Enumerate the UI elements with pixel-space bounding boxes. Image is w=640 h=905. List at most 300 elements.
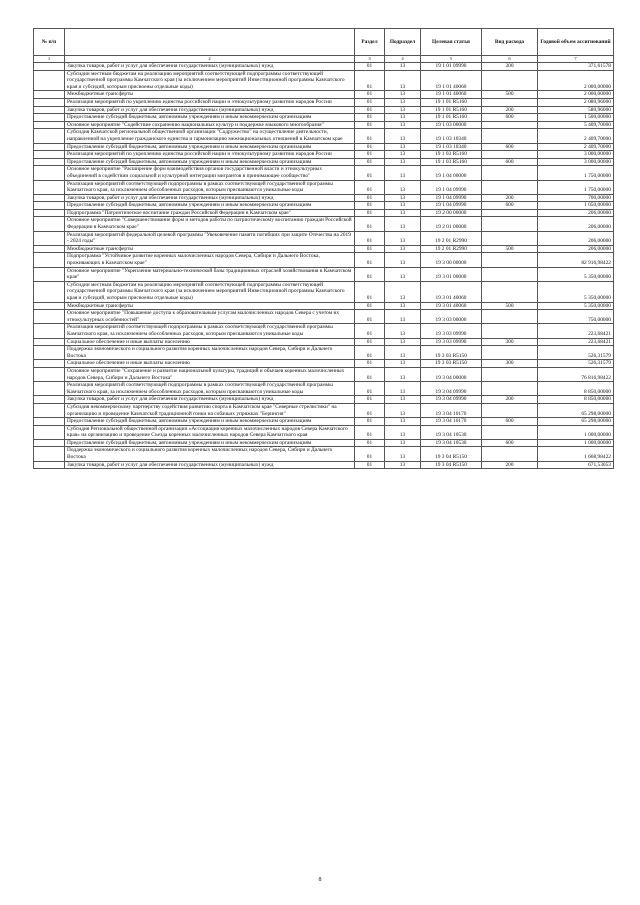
row-name-cell: Межбюджетные трансферты (65, 91, 355, 99)
table-row (34, 217, 614, 231)
row-section-cell: 01 (355, 217, 385, 231)
row-target-item-cell: 19 3 03 R5150 (421, 360, 482, 368)
column-index: 7 (538, 56, 614, 63)
row-number-cell (34, 194, 65, 202)
row-section-cell: 01 (355, 121, 385, 129)
row-amount-cell: 580,96000 (538, 106, 614, 114)
row-subsection-cell: 13 (385, 324, 421, 338)
row-amount-cell: 371,61578 (538, 63, 614, 71)
row-expense-type-cell: 500 (482, 91, 538, 99)
col-header-section: Раздел (355, 29, 385, 56)
table-row (34, 245, 614, 253)
row-amount-cell: 750,00000 (538, 310, 614, 324)
row-target-item-cell: 19 2 01 R2990 (421, 231, 482, 245)
row-target-item-cell: 19 3 00 00000 (421, 253, 482, 267)
row-section-cell: 01 (355, 70, 385, 91)
row-section-cell: 01 (355, 425, 385, 439)
table-row (34, 91, 614, 99)
table-row (34, 231, 614, 245)
row-subsection-cell: 13 (385, 338, 421, 346)
table-row (34, 425, 614, 439)
table-body (34, 63, 614, 469)
row-name-cell: Основное мероприятие "Укрепление материально-технической базы традиционных отраслей хозяйствования в Камчатском крае" (65, 267, 355, 281)
row-section-cell: 01 (355, 360, 385, 368)
row-target-item-cell: 19 2 01 00000 (421, 217, 482, 231)
row-amount-cell: 1 000,00000 (538, 439, 614, 447)
row-name-cell: Подпрограмма "Устойчивое развитие коренных малочисленных народов Севера, Сибири и Дальнего Востока, проживающих в Камчатском крае" (65, 253, 355, 267)
row-subsection-cell: 13 (385, 346, 421, 360)
row-target-item-cell: 19 3 03 00000 (421, 310, 482, 324)
row-name-cell: Субсидии местным бюджетам на реализацию мероприятий соответствующей подпрограммы соответствующей государственной программы Камчатского края (за исключением мероприятий Инвестиционной программы Камчатского края и субсидий, которым присвоены отдельные коды) (65, 281, 355, 302)
row-number-cell (34, 382, 65, 396)
row-subsection-cell: 13 (385, 151, 421, 159)
row-section-cell: 01 (355, 158, 385, 166)
row-expense-type-cell: 600 (482, 418, 538, 426)
col-header-subsection: Подраздел (385, 29, 421, 56)
row-number-cell (34, 63, 65, 71)
table-row (34, 346, 614, 360)
row-target-item-cell: 19 2 00 00000 (421, 209, 482, 217)
row-name-cell: Закупка товаров, работ и услуг для обеспечения государственных (муниципальных) нужд (65, 194, 355, 202)
row-subsection-cell: 13 (385, 425, 421, 439)
row-section-cell: 01 (355, 91, 385, 99)
row-subsection-cell: 13 (385, 382, 421, 396)
row-section-cell: 01 (355, 63, 385, 71)
row-number-cell (34, 461, 65, 469)
row-name-cell: Субсидия некоммерческому партнерству содействия развитию спорта в Камчатском крае "Северные стрелистики" на организацию и проведение Камчатской традиционной гонки на собачьих упряжках "Берингия" (65, 403, 355, 417)
row-target-item-cell: 19 3 04 10170 (421, 418, 482, 426)
row-name-cell: Основное мероприятие "Содействие сохранению национальных культур и поддержке языкового многообразия" (65, 121, 355, 129)
row-number-cell (34, 403, 65, 417)
row-expense-type-cell (482, 253, 538, 267)
row-expense-type-cell: 600 (482, 158, 538, 166)
row-section-cell: 01 (355, 98, 385, 106)
row-target-item-cell: 19 1 03 00000 (421, 121, 482, 129)
row-amount-cell: 65 298,00000 (538, 418, 614, 426)
row-section-cell: 01 (355, 231, 385, 245)
table-row (34, 143, 614, 151)
row-section-cell: 01 (355, 310, 385, 324)
row-amount-cell: 5 409,70000 (538, 121, 614, 129)
row-target-item-cell: 19 1 03 R5160 (421, 158, 482, 166)
row-amount-cell: 671,53053 (538, 461, 614, 469)
row-number-cell (34, 151, 65, 159)
budget-table-page (33, 28, 613, 469)
row-amount-cell: 223,68421 (538, 324, 614, 338)
col-header-annual-volume: Годовой объем ассигнований (538, 29, 614, 56)
row-subsection-cell: 13 (385, 461, 421, 469)
row-section-cell: 01 (355, 202, 385, 210)
row-name-cell: Реализация мероприятий по укреплению единства российской нации и этнокультурному развитию народов России (65, 151, 355, 159)
row-name-cell: Реализация мероприятий по укреплению единства российской нации и этнокультурному развитию народов России (65, 98, 355, 106)
row-expense-type-cell (482, 367, 538, 381)
row-subsection-cell: 13 (385, 245, 421, 253)
row-amount-cell: 1 000,00000 (538, 425, 614, 439)
row-name-cell: Предоставление субсидий бюджетным, автономным учреждениям и иным некоммерческим организациям (65, 143, 355, 151)
row-subsection-cell: 13 (385, 310, 421, 324)
row-expense-type-cell (482, 346, 538, 360)
column-index: 4 (385, 56, 421, 63)
row-amount-cell: 1 050,00000 (538, 202, 614, 210)
row-expense-type-cell (482, 209, 538, 217)
table-row (34, 70, 614, 91)
row-section-cell: 01 (355, 439, 385, 447)
row-amount-cell: 2 000,00000 (538, 70, 614, 91)
row-target-item-cell: 19 3 04 R5150 (421, 461, 482, 469)
row-target-item-cell: 19 1 01 R5160 (421, 106, 482, 114)
row-subsection-cell: 13 (385, 209, 421, 217)
row-amount-cell: 1 750,00000 (538, 166, 614, 180)
row-number-cell (34, 267, 65, 281)
row-name-cell: Предоставление субсидий бюджетным, автономным учреждениям и иным некоммерческим организациям (65, 158, 355, 166)
row-amount-cell: 82 916,98422 (538, 253, 614, 267)
table-row (34, 418, 614, 426)
row-target-item-cell: 19 3 04 10170 (421, 403, 482, 417)
row-number-cell (34, 209, 65, 217)
row-number-cell (34, 114, 65, 122)
row-subsection-cell: 13 (385, 302, 421, 310)
row-amount-cell: 5 350,00000 (538, 302, 614, 310)
row-amount-cell: 76 816,98422 (538, 367, 614, 381)
table-row (34, 98, 614, 106)
row-subsection-cell: 13 (385, 98, 421, 106)
row-expense-type-cell (482, 129, 538, 143)
row-amount-cell: 2 409,70000 (538, 143, 614, 151)
row-subsection-cell: 13 (385, 360, 421, 368)
row-subsection-cell: 13 (385, 367, 421, 381)
table-row (34, 129, 614, 143)
row-name-cell: Основное мероприятие "Повышение доступа к образовательным услугам малочисленных народов Севера с учетом их этнокультурных особенностей" (65, 310, 355, 324)
row-subsection-cell: 13 (385, 403, 421, 417)
table-row (34, 403, 614, 417)
row-subsection-cell: 13 (385, 106, 421, 114)
row-expense-type-cell (482, 281, 538, 302)
table-row (34, 367, 614, 381)
row-expense-type-cell (482, 231, 538, 245)
row-section-cell: 01 (355, 166, 385, 180)
row-expense-type-cell (482, 447, 538, 461)
row-number-cell (34, 310, 65, 324)
row-amount-cell: 206,00000 (538, 245, 614, 253)
page-number: 8 (318, 877, 322, 883)
row-name-cell: Межбюджетные трансферты (65, 245, 355, 253)
row-name-cell: Основное мероприятие "Сохранение и развитие национальной культуры, традиций и обычаев коренных малочисленных народов Севера, Сибири и Дальнего Востока" (65, 367, 355, 381)
row-section-cell: 01 (355, 281, 385, 302)
row-expense-type-cell (482, 217, 538, 231)
row-name-cell: Предоставление субсидий бюджетным, автономным учреждениям и иным некоммерческим организациям (65, 418, 355, 426)
table-row (34, 63, 614, 71)
row-expense-type-cell (482, 403, 538, 417)
row-expense-type-cell (482, 98, 538, 106)
row-amount-cell: 700,00000 (538, 194, 614, 202)
table-row (34, 302, 614, 310)
row-target-item-cell: 19 3 01 40060 (421, 302, 482, 310)
row-name-cell: Предоставление субсидий бюджетным, автономным учреждениям и иным некоммерческим организациям (65, 114, 355, 122)
row-target-item-cell: 19 3 04 10530 (421, 439, 482, 447)
row-section-cell: 01 (355, 114, 385, 122)
row-name-cell: Реализация мероприятий соответствующей подпрограммы в рамках соответствующей государственной программы Камчатского края, за исключением обособленных расходов, которым присваиваются уникальные коды (65, 324, 355, 338)
row-number-cell (34, 106, 65, 114)
row-subsection-cell: 13 (385, 439, 421, 447)
row-number-cell (34, 245, 65, 253)
row-subsection-cell: 13 (385, 129, 421, 143)
column-index: 1 (34, 56, 65, 63)
row-amount-cell: 2 000,00000 (538, 91, 614, 99)
row-expense-type-cell: 300 (482, 338, 538, 346)
row-target-item-cell: 19 1 01 R5160 (421, 98, 482, 106)
row-subsection-cell: 13 (385, 143, 421, 151)
row-number-cell (34, 158, 65, 166)
row-expense-type-cell: 200 (482, 396, 538, 404)
row-expense-type-cell (482, 267, 538, 281)
table-row (34, 121, 614, 129)
row-target-item-cell: 19 1 04 00000 (421, 166, 482, 180)
row-amount-cell: 526,31579 (538, 360, 614, 368)
row-expense-type-cell (482, 324, 538, 338)
column-index-row (34, 56, 614, 63)
row-subsection-cell: 13 (385, 114, 421, 122)
row-section-cell: 01 (355, 367, 385, 381)
row-number-cell (34, 425, 65, 439)
row-name-cell: Закупка товаров, работ и услуг для обеспечения государственных (муниципальных) нужд (65, 396, 355, 404)
row-expense-type-cell (482, 121, 538, 129)
row-name-cell: Поддержка экономического и социального развития коренных малочисленных народов Севера, Сибири и Дальнего Востока (65, 346, 355, 360)
row-section-cell: 01 (355, 418, 385, 426)
row-amount-cell: 1 668,98422 (538, 447, 614, 461)
row-target-item-cell: 19 1 04 09990 (421, 194, 482, 202)
table-row (34, 151, 614, 159)
row-subsection-cell: 13 (385, 121, 421, 129)
row-subsection-cell: 13 (385, 396, 421, 404)
row-section-cell: 01 (355, 245, 385, 253)
row-target-item-cell: 19 3 04 09990 (421, 396, 482, 404)
row-subsection-cell: 13 (385, 267, 421, 281)
row-number-cell (34, 180, 65, 194)
row-subsection-cell: 13 (385, 447, 421, 461)
row-section-cell: 01 (355, 253, 385, 267)
table-row (34, 447, 614, 461)
row-name-cell: Социальное обеспечение и иные выплаты населению (65, 338, 355, 346)
row-target-item-cell: 19 3 01 00000 (421, 267, 482, 281)
row-target-item-cell: 19 1 01 40060 (421, 70, 482, 91)
row-section-cell: 01 (355, 129, 385, 143)
row-number-cell (34, 217, 65, 231)
row-amount-cell: 1 500,00000 (538, 114, 614, 122)
row-subsection-cell: 13 (385, 231, 421, 245)
row-target-item-cell: 19 1 03 R5160 (421, 151, 482, 159)
row-amount-cell: 5 350,00000 (538, 267, 614, 281)
row-expense-type-cell (482, 310, 538, 324)
row-target-item-cell: 19 3 04 00000 (421, 367, 482, 381)
row-subsection-cell: 13 (385, 180, 421, 194)
row-amount-cell: 206,00000 (538, 231, 614, 245)
table-row (34, 310, 614, 324)
row-section-cell: 01 (355, 209, 385, 217)
table-row (34, 180, 614, 194)
row-expense-type-cell (482, 151, 538, 159)
table-row (34, 194, 614, 202)
row-section-cell: 01 (355, 382, 385, 396)
row-target-item-cell: 19 1 04 09990 (421, 202, 482, 210)
row-section-cell: 01 (355, 324, 385, 338)
row-number-cell (34, 253, 65, 267)
row-number-cell (34, 231, 65, 245)
column-index: 3 (355, 56, 385, 63)
row-amount-cell: 223,68421 (538, 338, 614, 346)
row-subsection-cell: 13 (385, 63, 421, 71)
row-subsection-cell: 13 (385, 158, 421, 166)
row-amount-cell: 5 350,00000 (538, 281, 614, 302)
row-name-cell: Закупка товаров, работ и услуг для обеспечения государственных (муниципальных) нужд (65, 461, 355, 469)
row-name-cell: Реализация мероприятий федеральной целевой программы "Увековечение памяти погибших при защите Отечества на 2019 - 2024 годы" (65, 231, 355, 245)
row-target-item-cell: 19 1 01 R5160 (421, 114, 482, 122)
table-row (34, 166, 614, 180)
row-name-cell: Подпрограмма "Патриотическое воспитание граждан Российской Федерации в Камчатском крае" (65, 209, 355, 217)
row-target-item-cell: 19 1 04 09990 (421, 180, 482, 194)
row-number-cell (34, 367, 65, 381)
row-section-cell: 01 (355, 267, 385, 281)
row-name-cell: Субсидия Камчатской региональной общественной организации "Содружество" на осуществление деятельности, направленной на укрепление гражданского единства и гармонизацию межнациональных отношений в Камчатском крае (65, 129, 355, 143)
row-expense-type-cell (482, 70, 538, 91)
row-name-cell: Предоставление субсидий бюджетным, автономным учреждениям и иным некоммерческим организациям (65, 439, 355, 447)
row-section-cell: 01 (355, 106, 385, 114)
row-target-item-cell: 19 3 03 09990 (421, 338, 482, 346)
row-section-cell: 01 (355, 338, 385, 346)
row-name-cell: Закупка товаров, работ и услуг для обеспечения государственных (муниципальных) нужд (65, 63, 355, 71)
row-section-cell: 01 (355, 194, 385, 202)
row-number-cell (34, 143, 65, 151)
table-row (34, 209, 614, 217)
budget-table (33, 28, 614, 469)
row-number-cell (34, 91, 65, 99)
table-row (34, 202, 614, 210)
row-target-item-cell: 19 1 03 10340 (421, 129, 482, 143)
row-target-item-cell: 19 3 04 09990 (421, 382, 482, 396)
row-amount-cell: 65 298,00000 (538, 403, 614, 417)
row-name-cell: Субсидии местным бюджетам на реализацию мероприятий соответствующей подпрограммы соответствующей государственной программы Камчатского края (за исключением мероприятий Инвестиционной программы Камчатского края и субсидий, которым присвоены отдельные коды) (65, 70, 355, 91)
row-name-cell: Предоставление субсидий бюджетным, автономным учреждениям и иным некоммерческим организациям (65, 202, 355, 210)
table-row (34, 281, 614, 302)
row-name-cell: Поддержка экономического и социального развития коренных малочисленных народов Севера, Сибири и Дальнего Востока (65, 447, 355, 461)
row-section-cell: 01 (355, 403, 385, 417)
table-header-row (34, 29, 614, 56)
row-number-cell (34, 360, 65, 368)
row-amount-cell: 8 850,00000 (538, 382, 614, 396)
table-row (34, 382, 614, 396)
row-number-cell (34, 346, 65, 360)
row-amount-cell: 2 080,96000 (538, 98, 614, 106)
row-name-cell: Субсидия Региональной общественной организации «Ассоциация коренных малочисленных народов Севера Камчатского края» на организацию и проведение Съезда коренных малочисленных народов Севера Камчатского края (65, 425, 355, 439)
row-expense-type-cell: 200 (482, 461, 538, 469)
row-expense-type-cell: 600 (482, 114, 538, 122)
row-target-item-cell: 19 3 03 R5150 (421, 346, 482, 360)
row-number-cell (34, 324, 65, 338)
col-header-expense-type: Вид расхода (482, 29, 538, 56)
table-row (34, 461, 614, 469)
row-expense-type-cell: 500 (482, 245, 538, 253)
table-row (34, 253, 614, 267)
row-name-cell: Реализация мероприятий соответствующей подпрограммы в рамках соответствующей государственной программы Камчатского края, за исключением обособленных расходов, которым присваиваются уникальные коды (65, 180, 355, 194)
table-row (34, 396, 614, 404)
row-amount-cell: 3 000,00000 (538, 158, 614, 166)
row-name-cell: Основное мероприятие "Совершенствование форм и методов работы по патриотическому воспитанию граждан Российской Федерации в Камчатском крае" (65, 217, 355, 231)
row-expense-type-cell: 600 (482, 439, 538, 447)
table-row (34, 106, 614, 114)
row-expense-type-cell: 600 (482, 202, 538, 210)
row-expense-type-cell: 300 (482, 360, 538, 368)
column-index: 6 (482, 56, 538, 63)
row-section-cell: 01 (355, 302, 385, 310)
row-target-item-cell: 19 1 01 40060 (421, 91, 482, 99)
row-name-cell: Закупка товаров, работ и услуг для обеспечения государственных (муниципальных) нужд (65, 106, 355, 114)
row-number-cell (34, 447, 65, 461)
row-expense-type-cell: 500 (482, 302, 538, 310)
row-number-cell (34, 70, 65, 91)
row-target-item-cell: 19 3 01 40060 (421, 281, 482, 302)
row-target-item-cell: 19 2 01 R2990 (421, 245, 482, 253)
table-row (34, 338, 614, 346)
row-section-cell: 01 (355, 396, 385, 404)
row-amount-cell: 206,00000 (538, 217, 614, 231)
row-number-cell (34, 418, 65, 426)
row-expense-type-cell: 200 (482, 106, 538, 114)
col-header-target-item: Целевая статья (421, 29, 482, 56)
row-name-cell: Социальное обеспечение и иные выплаты населению (65, 360, 355, 368)
row-section-cell: 01 (355, 447, 385, 461)
row-subsection-cell: 13 (385, 418, 421, 426)
row-number-cell (34, 439, 65, 447)
row-expense-type-cell (482, 382, 538, 396)
row-subsection-cell: 13 (385, 202, 421, 210)
row-number-cell (34, 281, 65, 302)
column-index: 2 (65, 56, 355, 63)
row-number-cell (34, 129, 65, 143)
column-index: 5 (421, 56, 482, 63)
row-amount-cell: 526,31579 (538, 346, 614, 360)
table-row (34, 267, 614, 281)
table-row (34, 114, 614, 122)
row-subsection-cell: 13 (385, 70, 421, 91)
row-target-item-cell: 19 3 03 09990 (421, 324, 482, 338)
table-row (34, 324, 614, 338)
row-expense-type-cell: 600 (482, 143, 538, 151)
row-target-item-cell: 19 1 03 10340 (421, 143, 482, 151)
row-subsection-cell: 13 (385, 194, 421, 202)
row-number-cell (34, 202, 65, 210)
row-subsection-cell: 13 (385, 281, 421, 302)
row-amount-cell: 3 000,00000 (538, 151, 614, 159)
row-subsection-cell: 13 (385, 217, 421, 231)
row-amount-cell: 1 750,00000 (538, 180, 614, 194)
row-number-cell (34, 338, 65, 346)
row-target-item-cell: 19 3 04 10530 (421, 425, 482, 439)
row-target-item-cell: 19 3 04 R5150 (421, 447, 482, 461)
row-number-cell (34, 302, 65, 310)
row-amount-cell: 8 850,00000 (538, 396, 614, 404)
row-amount-cell: 206,00000 (538, 209, 614, 217)
table-row (34, 360, 614, 368)
row-expense-type-cell: 200 (482, 63, 538, 71)
row-section-cell: 01 (355, 143, 385, 151)
row-name-cell: Реализация мероприятий соответствующей подпрограммы в рамках соответствующей государственной программы Камчатского края, за исключением обособленных расходов, которым присваиваются уникальные коды (65, 382, 355, 396)
row-expense-type-cell (482, 166, 538, 180)
row-subsection-cell: 13 (385, 166, 421, 180)
row-expense-type-cell: 200 (482, 194, 538, 202)
row-section-cell: 01 (355, 180, 385, 194)
row-name-cell: Основное мероприятие "Расширение форм взаимодействия органов государственной власти и этнокультурных объединений в содействии социальной и культурной интеграции мигрантов в принимающее сообщество" (65, 166, 355, 180)
row-number-cell (34, 98, 65, 106)
row-number-cell (34, 166, 65, 180)
